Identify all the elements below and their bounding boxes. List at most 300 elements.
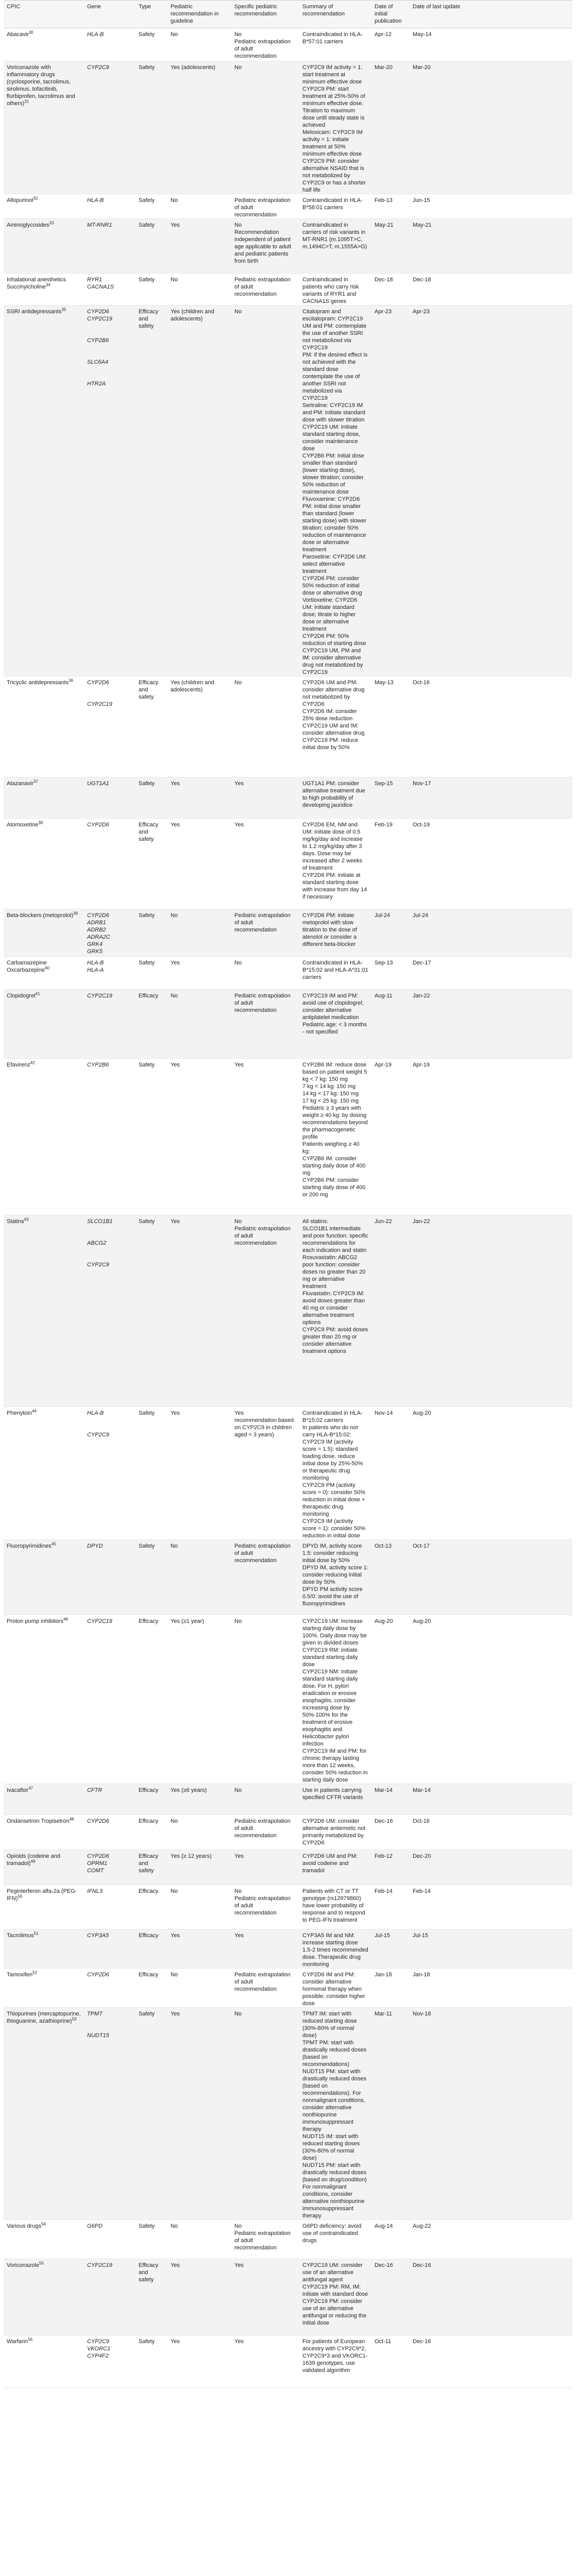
header-specific-pediatric-recommendation: Specific pediatric recommendation xyxy=(231,1,299,28)
cell-initial-publication xyxy=(371,990,410,1059)
cell-drug xyxy=(4,1850,84,1885)
cell-summary xyxy=(299,61,371,194)
reference-number: 54 xyxy=(41,2222,46,2227)
cell-specific-pediatric-recommendation-text: No xyxy=(234,64,242,71)
cell-gene xyxy=(84,274,135,306)
reference-number: 30 xyxy=(28,30,33,35)
cell-summary xyxy=(299,1885,371,1929)
cell-summary-text: Contraindicated in patients who carry risk variants of RYR1 and CACNA1S genes xyxy=(302,277,359,304)
cell-initial-publication xyxy=(371,194,410,219)
cell-specific-pediatric-recommendation xyxy=(231,676,299,777)
table-row xyxy=(4,909,572,957)
cell-initial-publication-text: Apr-12 xyxy=(375,31,392,38)
cell-summary-text: CYP2D6 UM and PM: avoid codeine and tramadol xyxy=(302,1853,358,1874)
drug-name: Tamoxifen xyxy=(7,1972,33,1978)
cell-last-update xyxy=(410,909,572,957)
cell-specific-pediatric-recommendation xyxy=(231,194,299,219)
cell-summary xyxy=(299,274,371,306)
cell-initial-publication xyxy=(371,2220,410,2259)
reference-number: 51 xyxy=(33,1931,39,1936)
cell-type xyxy=(135,1929,167,1969)
cell-initial-publication xyxy=(371,1815,410,1850)
cell-drug xyxy=(4,306,84,676)
cell-specific-pediatric-recommendation xyxy=(231,2008,299,2220)
cell-type-text: Safety xyxy=(139,31,155,38)
cell-summary xyxy=(299,990,371,1059)
cell-pediatric-recommendation xyxy=(167,1969,231,2008)
cell-summary-text: DPYD IM, activity score 1.5: consider reducing initial dose by 50% DPYD IM, activity score 1: consider reducing initial dose by 50% DPYD PM activity score 0.5/0: avoid the use of fluoropyrimidines xyxy=(302,1543,368,1607)
cell-last-update-text: Mar-14 xyxy=(413,1787,431,1793)
cell-gene xyxy=(84,2220,135,2259)
cell-pediatric-recommendation-text: Yes (≥ 12 years) xyxy=(171,1853,212,1859)
cell-specific-pediatric-recommendation-text: Yes xyxy=(234,1853,244,1859)
cell-gene-text: HLA-B xyxy=(87,197,104,204)
cell-type-text: Efficacy and safety xyxy=(139,2262,159,2283)
reference-number: 46 xyxy=(63,1617,68,1622)
cell-initial-publication xyxy=(371,1615,410,1784)
cell-type xyxy=(135,1540,167,1615)
cell-type xyxy=(135,1215,167,1407)
cell-gene xyxy=(84,1929,135,1969)
cell-pediatric-recommendation xyxy=(167,1059,231,1215)
cell-specific-pediatric-recommendation xyxy=(231,1929,299,1969)
reference-number: 41 xyxy=(35,991,40,996)
cell-summary xyxy=(299,2220,371,2259)
cell-pediatric-recommendation xyxy=(167,219,231,274)
cell-drug xyxy=(4,1885,84,1929)
cell-gene xyxy=(84,2259,135,2335)
table-row xyxy=(4,819,572,909)
cell-summary xyxy=(299,676,371,777)
cell-summary xyxy=(299,909,371,957)
cell-drug xyxy=(4,28,84,61)
cell-last-update xyxy=(410,819,572,909)
table-row xyxy=(4,2335,572,2388)
cell-initial-publication xyxy=(371,909,410,957)
cell-gene-text: IFNL3 xyxy=(87,1888,103,1894)
cell-gene-text: CYP2B6 xyxy=(87,1062,109,1068)
reference-number: 42 xyxy=(30,1060,35,1065)
header-pediatric-recommendation: Pediatric recommendation in guideline xyxy=(167,1,231,28)
cell-specific-pediatric-recommendation xyxy=(231,28,299,61)
cell-gene-text: CYP2C9 xyxy=(87,64,109,71)
cell-summary-text: UGT1A1 PM: consider alternative treatment due to high probability of developing jaundice xyxy=(302,781,365,808)
cell-gene-text: CYP3A5 xyxy=(87,1933,109,1939)
cell-gene-text: CYP2C19 xyxy=(87,993,112,999)
cell-gene xyxy=(84,1784,135,1815)
cell-specific-pediatric-recommendation-text: Yes xyxy=(234,1933,244,1939)
cell-last-update-text: Aug-20 xyxy=(413,1618,431,1624)
cell-initial-publication-text: Feb-19 xyxy=(375,822,393,828)
cell-summary-text: All statins: SLCO1B1 intermediate and poor function: specific recommendations for each indication and statin Rosuvastatin: ABCG2 poor function: consider doses no greater than 20 mg or alternative treatment Fluvastatin: CYP2C9 IM: avoid doses greater than 40 mg or consider alternative treatment options CYP2C9 PM: avoid doses greater than 20 mg or consider alternative treatment options xyxy=(302,1218,368,1354)
drug-name: Proton pump inhibitors xyxy=(7,1618,64,1624)
cell-summary-text: CYP2D6 UM and PM: consider alternative drug not metabolized by CYP2D6 CYP2D6 IM: consider 25% dose reduction CYP2C19 UM and IM: consider alternative drug CYP2C19 PM: reduce initial dose by 50% xyxy=(302,680,365,751)
cell-pediatric-recommendation xyxy=(167,306,231,676)
cell-last-update-text: Jul-15 xyxy=(413,1933,428,1939)
cell-last-update-text: Jan-22 xyxy=(413,993,430,999)
cell-pediatric-recommendation xyxy=(167,909,231,957)
cell-pediatric-recommendation-text: Yes (adolescents) xyxy=(171,64,216,71)
cell-summary xyxy=(299,2008,371,2220)
cell-drug xyxy=(4,194,84,219)
cell-last-update xyxy=(410,219,572,274)
cell-type xyxy=(135,1407,167,1540)
cell-type-text: Safety xyxy=(139,2338,155,2345)
cell-pediatric-recommendation-text: Yes xyxy=(171,1218,180,1225)
cell-drug xyxy=(4,1059,84,1215)
cell-pediatric-recommendation xyxy=(167,194,231,219)
cell-summary-text: G6PD deficiency: avoid use of contraindicated drugs xyxy=(302,2223,362,2244)
drug-name: Voriconazole with inflammatory drugs (cyclosporine, tacrolimus, sirolimus, tofacitinib, flurbiprofen, tacrolimus and others) xyxy=(7,64,75,107)
cell-last-update xyxy=(410,274,572,306)
drug-name: Tricyclic antidepressants xyxy=(7,680,69,686)
cell-pediatric-recommendation xyxy=(167,1850,231,1885)
cell-type xyxy=(135,1969,167,2008)
cell-gene-text: CYP2D6 xyxy=(87,822,109,828)
cell-gene xyxy=(84,1215,135,1407)
cell-gene xyxy=(84,306,135,676)
cell-specific-pediatric-recommendation-text: Yes xyxy=(234,781,244,787)
cell-initial-publication xyxy=(371,1885,410,1929)
cell-pediatric-recommendation xyxy=(167,990,231,1059)
cell-pediatric-recommendation-text: Yes xyxy=(171,2011,180,2017)
cell-type-text: Efficacy and safety xyxy=(139,822,159,842)
cell-pediatric-recommendation xyxy=(167,1885,231,1929)
cell-initial-publication-text: Mar-20 xyxy=(375,64,393,71)
cell-gene-text: HLA-B xyxy=(87,31,104,38)
cell-summary-text: Contraindicated in HLA-B*57:01 carriers xyxy=(302,31,363,45)
reference-number: 34 xyxy=(45,282,50,287)
cell-gene xyxy=(84,909,135,957)
cell-gene xyxy=(84,2335,135,2388)
cell-gene xyxy=(84,1407,135,1540)
cell-summary-text: For patients of European ancestry with CYP2C9*2, CYP2C9*3 and VKORC1-1639 genotypes, use validated algorithm xyxy=(302,2338,368,2374)
drug-name: Statins xyxy=(7,1218,24,1225)
drug-name: Aminoglycosides xyxy=(7,222,49,228)
drug-name: Ivacaftor xyxy=(7,1787,29,1793)
cell-type-text: Safety xyxy=(139,912,155,919)
cell-specific-pediatric-recommendation-text: Yes xyxy=(234,1062,244,1068)
cell-initial-publication-text: Apr-23 xyxy=(375,309,392,315)
cell-last-update-text: May-21 xyxy=(413,222,432,228)
table-row xyxy=(4,1407,572,1540)
cell-specific-pediatric-recommendation xyxy=(231,1407,299,1540)
cell-type xyxy=(135,819,167,909)
cell-gene-text: CYP2D6 CYP2C19 CYP2B6 SLC6A4 HTR2A xyxy=(87,309,112,387)
cell-type xyxy=(135,219,167,274)
cell-pediatric-recommendation-text: Yes (≥1 year) xyxy=(171,1618,204,1624)
cell-gene xyxy=(84,194,135,219)
cell-initial-publication xyxy=(371,2259,410,2335)
header-gene: Gene xyxy=(84,1,135,28)
cell-gene xyxy=(84,990,135,1059)
cell-pediatric-recommendation-text: Yes xyxy=(171,781,180,787)
cell-type xyxy=(135,274,167,306)
cell-pediatric-recommendation xyxy=(167,1215,231,1407)
cell-drug xyxy=(4,1969,84,2008)
cell-pediatric-recommendation-text: No xyxy=(171,1818,178,1824)
cell-last-update xyxy=(410,1540,572,1615)
cell-type-text: Efficacy and safety xyxy=(139,1853,159,1874)
cell-initial-publication-text: Dec-18 xyxy=(375,277,393,283)
cell-summary-text: CYP2C19 UM: increase starting daily dose by 100%. Daily dose may be given in divided doses CYP2C19 RM: initiate standard starting daily dose CYP2C19 NM: initiate standard starting daily dose. For H. pylori eradication or erosive esophagitis, consider increasing dose by 50%-100% for the treatment of erosive esophagitis and Helicobacter pylori infection CYP2C19 IM and PM: for chronic therapy lasting more than 12 weeks, consider 50% reduction in starting daily dose xyxy=(302,1618,368,1783)
cell-last-update-text: Oct-16 xyxy=(413,680,430,686)
cell-initial-publication xyxy=(371,306,410,676)
cell-type xyxy=(135,1885,167,1929)
header-summary: Summary of recommendation xyxy=(299,1,371,28)
cell-pediatric-recommendation xyxy=(167,61,231,194)
cell-last-update-text: Feb-14 xyxy=(413,1888,431,1894)
cell-summary-text: CYP2C19 UM: consider use of an alternative antifungal agent CYP2C19 PM: RM, IM: initiate with standard dose CYP2C19 PM: consider use of an alternative antifungal or reducing the initial dose xyxy=(302,2262,368,2326)
drug-name: Peginterferon alfa-2a (PEG-IFN) xyxy=(7,1888,77,1902)
cell-initial-publication-text: Apr-19 xyxy=(375,1062,392,1068)
reference-number: 37 xyxy=(33,779,38,784)
cell-last-update-text: Mar-20 xyxy=(413,64,431,71)
cell-type-text: Efficacy xyxy=(139,1972,159,1978)
cell-summary-text: TPMT IM: start with reduced starting dose (30%-80% of normal dose) TPMT PM: start with drastically reduced doses (based on recommendations) NUDT15 PM: start with drastically reduced doses (based on recommendations). For nonmalignant conditions, consider alternative nonthiopurine immunosuppressant therapy NUDT15 IM: start with reduced starting doses (30%-80% of normal dose) NUDT15 PM: start with drastically reduced doses (based on drug/condition) For nonmalignant conditions, consider alternative nonthiopurine immunosuppressant therapy xyxy=(302,2011,367,2219)
cell-summary-text: Contraindicated in carriers of risk variants in MT-RNR1 (m.1095T>C, m.1494C>T, m.1555A>G) xyxy=(302,222,367,250)
cell-type-text: Efficacy and safety xyxy=(139,309,159,329)
cell-gene xyxy=(84,957,135,990)
cell-gene xyxy=(84,1815,135,1850)
cell-type xyxy=(135,957,167,990)
cell-specific-pediatric-recommendation-text: No xyxy=(234,2011,242,2017)
reference-number: 53 xyxy=(72,2016,77,2022)
cell-specific-pediatric-recommendation-text: Pediatric extrapolation of adult recommendation xyxy=(234,1818,291,1839)
header-cpic: CPIC xyxy=(4,1,84,28)
table-body xyxy=(4,28,572,2388)
cell-pediatric-recommendation-text: No xyxy=(171,1543,178,1549)
cell-gene xyxy=(84,28,135,61)
cell-specific-pediatric-recommendation xyxy=(231,1059,299,1215)
cell-pediatric-recommendation xyxy=(167,676,231,777)
cell-gene-text: MT-RNR1 xyxy=(87,222,112,228)
cell-type xyxy=(135,1850,167,1885)
cell-pediatric-recommendation xyxy=(167,1929,231,1969)
table-row xyxy=(4,1784,572,1815)
cell-initial-publication-text: Jul-15 xyxy=(375,1933,390,1939)
cell-summary xyxy=(299,194,371,219)
cell-summary-text: Use in patients carrying specified CFTR variants xyxy=(302,1787,363,1801)
drug-name: Allopurinol xyxy=(7,197,33,204)
drug-name: Inhalational anesthetics Succinylcholine xyxy=(7,277,66,290)
cell-specific-pediatric-recommendation-text: Yes recommendation based on CYP2C9 in children aged < 3 years) xyxy=(234,1410,294,1438)
cell-last-update xyxy=(410,2008,572,2220)
cell-gene xyxy=(84,61,135,194)
cell-specific-pediatric-recommendation-text: No xyxy=(234,309,242,315)
cell-type xyxy=(135,1784,167,1815)
cell-pediatric-recommendation-text: Yes xyxy=(171,1062,180,1068)
cell-pediatric-recommendation xyxy=(167,1407,231,1540)
cell-last-update xyxy=(410,306,572,676)
cell-initial-publication-text: Sep-15 xyxy=(375,781,393,787)
cell-drug xyxy=(4,1815,84,1850)
drug-name: Voriconazole xyxy=(7,2262,39,2268)
cell-type xyxy=(135,306,167,676)
cell-type-text: Efficacy xyxy=(139,1933,159,1939)
cell-specific-pediatric-recommendation xyxy=(231,1615,299,1784)
drug-name: Thiopurines (mercaptopurine, thioguanine, azathioprine) xyxy=(7,2011,81,2024)
cell-gene xyxy=(84,1885,135,1929)
cell-type-text: Safety xyxy=(139,1062,155,1068)
cell-specific-pediatric-recommendation-text: No xyxy=(234,680,242,686)
cell-pediatric-recommendation-text: No xyxy=(171,31,178,38)
cell-last-update-text: Aug-22 xyxy=(413,2223,431,2229)
cell-initial-publication xyxy=(371,819,410,909)
cell-pediatric-recommendation-text: Yes (children and adolescents) xyxy=(171,309,214,322)
cell-specific-pediatric-recommendation-text: No xyxy=(234,960,242,966)
cell-pediatric-recommendation xyxy=(167,957,231,990)
cell-pediatric-recommendation-text: No xyxy=(171,993,178,999)
cell-drug xyxy=(4,2220,84,2259)
drug-name: Phenytoin xyxy=(7,1410,32,1416)
cell-gene-text: CYP2D6 CYP2C19 xyxy=(87,680,112,707)
cell-type xyxy=(135,990,167,1059)
cell-pediatric-recommendation-text: Yes xyxy=(171,1410,180,1416)
table-row xyxy=(4,990,572,1059)
cell-gene-text: UGT1A1 xyxy=(87,781,109,787)
cell-pediatric-recommendation-text: Yes (≥6 years) xyxy=(171,1787,207,1793)
cell-gene xyxy=(84,1850,135,1885)
cell-specific-pediatric-recommendation xyxy=(231,957,299,990)
cell-type xyxy=(135,676,167,777)
cell-drug xyxy=(4,1929,84,1969)
table-row xyxy=(4,61,572,194)
cell-specific-pediatric-recommendation xyxy=(231,1885,299,1929)
cell-summary-text: CYP2D6 IM and PM: consider alternative hormonal therapy when possible; consider higher dose xyxy=(302,1972,365,2007)
cell-specific-pediatric-recommendation-text: Yes xyxy=(234,2262,244,2268)
cell-specific-pediatric-recommendation xyxy=(231,1540,299,1615)
drug-name: Fluoropyrimidines xyxy=(7,1543,52,1549)
cell-type-text: Safety xyxy=(139,1543,155,1549)
cell-last-update xyxy=(410,61,572,194)
cell-initial-publication-text: Jan-18 xyxy=(375,1972,392,1978)
cell-last-update-text: Jun-15 xyxy=(413,197,430,204)
cell-gene-text: HLA-B CYP2C9 xyxy=(87,1410,109,1438)
cell-type-text: Efficacy xyxy=(139,1787,159,1793)
cell-last-update xyxy=(410,957,572,990)
cell-type-text: Safety xyxy=(139,1410,155,1416)
cell-specific-pediatric-recommendation xyxy=(231,2259,299,2335)
cell-initial-publication xyxy=(371,676,410,777)
cell-pediatric-recommendation-text: Yes xyxy=(171,2338,180,2345)
cell-gene-text: DPYD xyxy=(87,1543,103,1549)
drug-name: SSRI antidepressants xyxy=(7,309,62,315)
cell-pediatric-recommendation-text: No xyxy=(171,197,178,204)
cell-pediatric-recommendation-text: No xyxy=(171,912,178,919)
cell-pediatric-recommendation xyxy=(167,28,231,61)
cell-summary xyxy=(299,2335,371,2388)
cell-type-text: Safety xyxy=(139,1218,155,1225)
cell-specific-pediatric-recommendation-text: No xyxy=(234,1787,242,1793)
cell-type-text: Safety xyxy=(139,2223,155,2229)
cell-pediatric-recommendation-text: Yes xyxy=(171,960,180,966)
cell-summary-text: CYP2D6 UM: consider alternative antiemetic not primarily metabolized by CYP2D6 xyxy=(302,1818,366,1846)
cell-pediatric-recommendation-text: Yes xyxy=(171,822,180,828)
cell-last-update xyxy=(410,777,572,819)
cell-gene-text: G6PD xyxy=(87,2223,103,2229)
cell-pediatric-recommendation xyxy=(167,2259,231,2335)
cell-drug xyxy=(4,274,84,306)
drug-name: Tacrolimus xyxy=(7,1933,34,1939)
cell-last-update-text: Nov-18 xyxy=(413,2011,431,2017)
cell-specific-pediatric-recommendation xyxy=(231,274,299,306)
cell-summary-text: CYP2D6 EM, NM and UM: initiate dose of 0.5 mg/kg/day and increase to 1.2 mg/kg/day after 3 days. Dose may be increased after 2 weeks of treatment CYP2D6 PM: initiate at standard starting dose with increase from day 14 if necessary xyxy=(302,822,367,900)
cell-gene xyxy=(84,777,135,819)
cell-specific-pediatric-recommendation xyxy=(231,1850,299,1885)
cell-drug xyxy=(4,990,84,1059)
cell-gene-text: CYP2C9 VKORC1 CYP4F2 xyxy=(87,2338,111,2359)
cell-last-update xyxy=(410,2220,572,2259)
cell-initial-publication xyxy=(371,1059,410,1215)
table-row xyxy=(4,219,572,274)
cell-pediatric-recommendation-text: Yes xyxy=(171,222,180,228)
cell-specific-pediatric-recommendation-text: Pediatric extrapolation of adult recommendation xyxy=(234,197,291,218)
cell-drug xyxy=(4,219,84,274)
cell-gene-text: RYR1 CACNA1S xyxy=(87,277,114,290)
reference-number: 38 xyxy=(38,820,43,825)
cell-specific-pediatric-recommendation-text: No Pediatric extrapolation of adult recommendation xyxy=(234,31,291,59)
cell-type-text: Safety xyxy=(139,277,155,283)
cell-specific-pediatric-recommendation-text: Pediatric extrapolation of adult recommendation xyxy=(234,993,291,1013)
cell-specific-pediatric-recommendation xyxy=(231,306,299,676)
cell-initial-publication-text: Nov-14 xyxy=(375,1410,393,1416)
reference-number: 45 xyxy=(51,1541,56,1547)
drug-name: Carbamazepine Oxcarbazepine xyxy=(7,960,47,973)
cell-last-update-text: Apr-23 xyxy=(413,309,430,315)
cell-drug xyxy=(4,1540,84,1615)
cell-specific-pediatric-recommendation xyxy=(231,1815,299,1850)
cell-summary xyxy=(299,2259,371,2335)
cell-summary xyxy=(299,1929,371,1969)
reference-number: 32 xyxy=(33,196,38,201)
cell-pediatric-recommendation-text: No xyxy=(171,2223,178,2229)
reference-number: 36 xyxy=(69,678,73,683)
cell-initial-publication-text: Oct-11 xyxy=(375,2338,392,2345)
drug-name: Ondansetron Tropisetron xyxy=(7,1818,70,1824)
cell-specific-pediatric-recommendation-text: Pediatric extrapolation of adult recommendation xyxy=(234,1972,291,1992)
cell-last-update xyxy=(410,990,572,1059)
cell-type xyxy=(135,909,167,957)
cell-specific-pediatric-recommendation xyxy=(231,1969,299,2008)
cell-last-update-text: Jan-22 xyxy=(413,1218,430,1225)
cell-summary xyxy=(299,777,371,819)
table-row xyxy=(4,1850,572,1885)
cell-type-text: Safety xyxy=(139,197,155,204)
cell-drug xyxy=(4,61,84,194)
cell-type xyxy=(135,61,167,194)
reference-number: 52 xyxy=(32,1970,38,1975)
cell-specific-pediatric-recommendation-text: No Recommendation independent of patient age applicable to adult and pediatric patients from birth xyxy=(234,222,292,264)
cell-initial-publication-text: Aug-11 xyxy=(375,993,393,999)
cell-drug xyxy=(4,2008,84,2220)
cell-last-update xyxy=(410,1885,572,1929)
cell-last-update xyxy=(410,1784,572,1815)
cell-pediatric-recommendation-text: No xyxy=(171,277,178,283)
reference-number: 47 xyxy=(28,1786,33,1791)
table-row xyxy=(4,306,572,676)
cell-last-update xyxy=(410,1615,572,1784)
cell-summary xyxy=(299,1784,371,1815)
cell-last-update xyxy=(410,2259,572,2335)
cell-drug xyxy=(4,1215,84,1407)
cell-specific-pediatric-recommendation-text: Yes xyxy=(234,2338,244,2345)
table-row xyxy=(4,957,572,990)
cell-pediatric-recommendation xyxy=(167,1815,231,1850)
cell-initial-publication-text: Oct-13 xyxy=(375,1543,392,1549)
header-initial-publication: Date of initial publication xyxy=(371,1,410,28)
cell-drug xyxy=(4,2259,84,2335)
